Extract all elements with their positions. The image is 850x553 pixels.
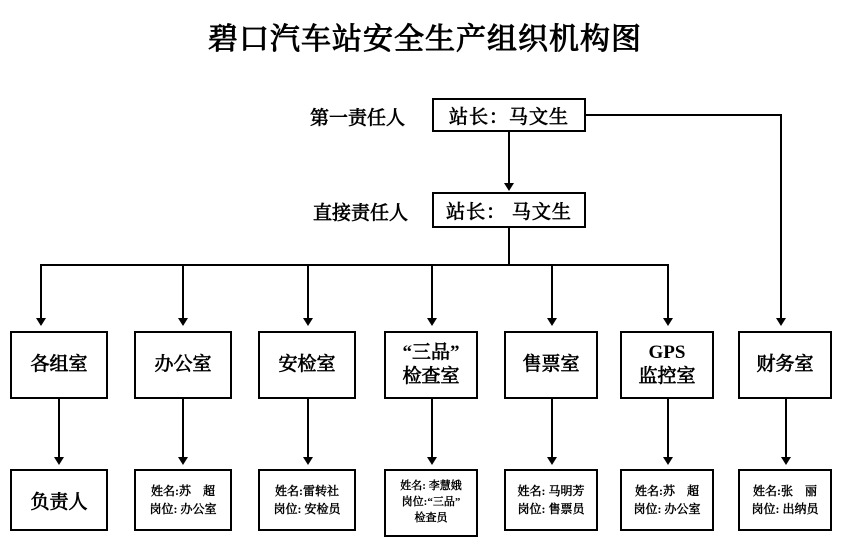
drop-dept-4 [431,264,433,322]
person-row-post: 岗位: 安检员 [273,502,341,516]
drop-dept-2 [182,264,184,322]
connector-chief-right-h [586,114,782,116]
connector-dept1-person [58,399,60,461]
dept-box-6[interactable] [620,331,714,399]
connector-chief-right-v [780,114,782,320]
arrow-dept-4 [427,318,437,326]
dept-line1: 售票室 [522,354,580,376]
arrow-dept4-person [427,457,437,465]
person-box-1[interactable] [10,469,108,531]
arrow-dept1-person [54,457,64,465]
arrow-dept3-person [303,457,313,465]
connector-dept3-person [307,399,309,461]
dept-line1: GPS [648,342,686,364]
arrow-chief-to-direct [504,183,514,191]
arrow-dept-1 [36,318,46,326]
dept-line2: 检查室 [402,366,460,387]
person-row-name: 姓名:张 丽 [753,484,817,498]
person-row-post: 岗位: 售票员 [517,502,585,516]
drop-dept-5 [551,264,553,322]
person-row-name: 姓名: 李慧娥 [400,480,462,493]
dept-line1: 各组室 [30,354,88,376]
person-row-post: 岗位:“三品” [401,496,461,509]
drop-dept-1 [40,264,42,322]
person-name: 负责人 [30,491,88,513]
dept-box-7[interactable] [738,331,832,399]
dept-line1: 安检室 [278,354,336,376]
arrow-dept-5 [547,318,557,326]
arrow-dept7-person [781,457,791,465]
person-box-3[interactable] [258,469,356,531]
dept-box-1[interactable] [10,331,108,399]
arrow-dept2-person [178,457,188,465]
label-direct-responsible: 直接责任人 [313,203,409,224]
connector-dept7-person [785,399,787,461]
dept-line1: 办公室 [154,354,212,376]
person-box-7[interactable] [738,469,832,531]
arrow-dept-6 [663,318,673,326]
dept-box-5[interactable] [504,331,598,399]
person-row-name: 姓名:苏 超 [635,484,699,498]
box-station-chief-direct[interactable]: 站长： 马文生 [432,192,586,228]
bus-bar-horizontal [40,264,668,266]
dept-box-2[interactable] [134,331,232,399]
dept-box-3[interactable] [258,331,356,399]
person-box-5[interactable] [504,469,598,531]
label-first-responsible: 第一责任人 [310,108,406,129]
person-box-6[interactable] [620,469,714,531]
arrow-dept5-person [547,457,557,465]
connector-dept4-person [431,399,433,461]
box-station-chief-first[interactable]: 站长：马文生 [432,98,586,132]
page-title: 碧口汽车站安全生产组织机构图 [208,23,642,56]
person-row-name: 姓名: 马明芳 [517,484,585,498]
connector-chief-to-direct [508,132,510,184]
drop-dept-6 [667,264,669,322]
person-row-post2: 检查员 [414,511,448,524]
dept-line2: 监控室 [638,366,696,387]
person-row-name: 姓名:雷转社 [275,484,339,498]
person-box-2[interactable] [134,469,232,531]
dept-box-4[interactable] [384,331,478,399]
connector-dept2-person [182,399,184,461]
person-box-4[interactable] [384,469,478,537]
person-row-post: 岗位: 出纳员 [751,502,819,516]
drop-dept-3 [307,264,309,322]
arrow-chief-to-finance [776,318,786,326]
person-row-post: 岗位: 办公室 [149,502,217,516]
person-row-post: 岗位: 办公室 [633,502,701,516]
connector-dept6-person [667,399,669,461]
dept-line1: “三品” [402,342,460,364]
person-row-name: 姓名:苏 超 [151,484,215,498]
dept-line1: 财务室 [756,354,814,376]
arrow-dept6-person [663,457,673,465]
connector-dept5-person [551,399,553,461]
arrow-dept-2 [178,318,188,326]
arrow-dept-3 [303,318,313,326]
connector-direct-down [508,228,510,266]
